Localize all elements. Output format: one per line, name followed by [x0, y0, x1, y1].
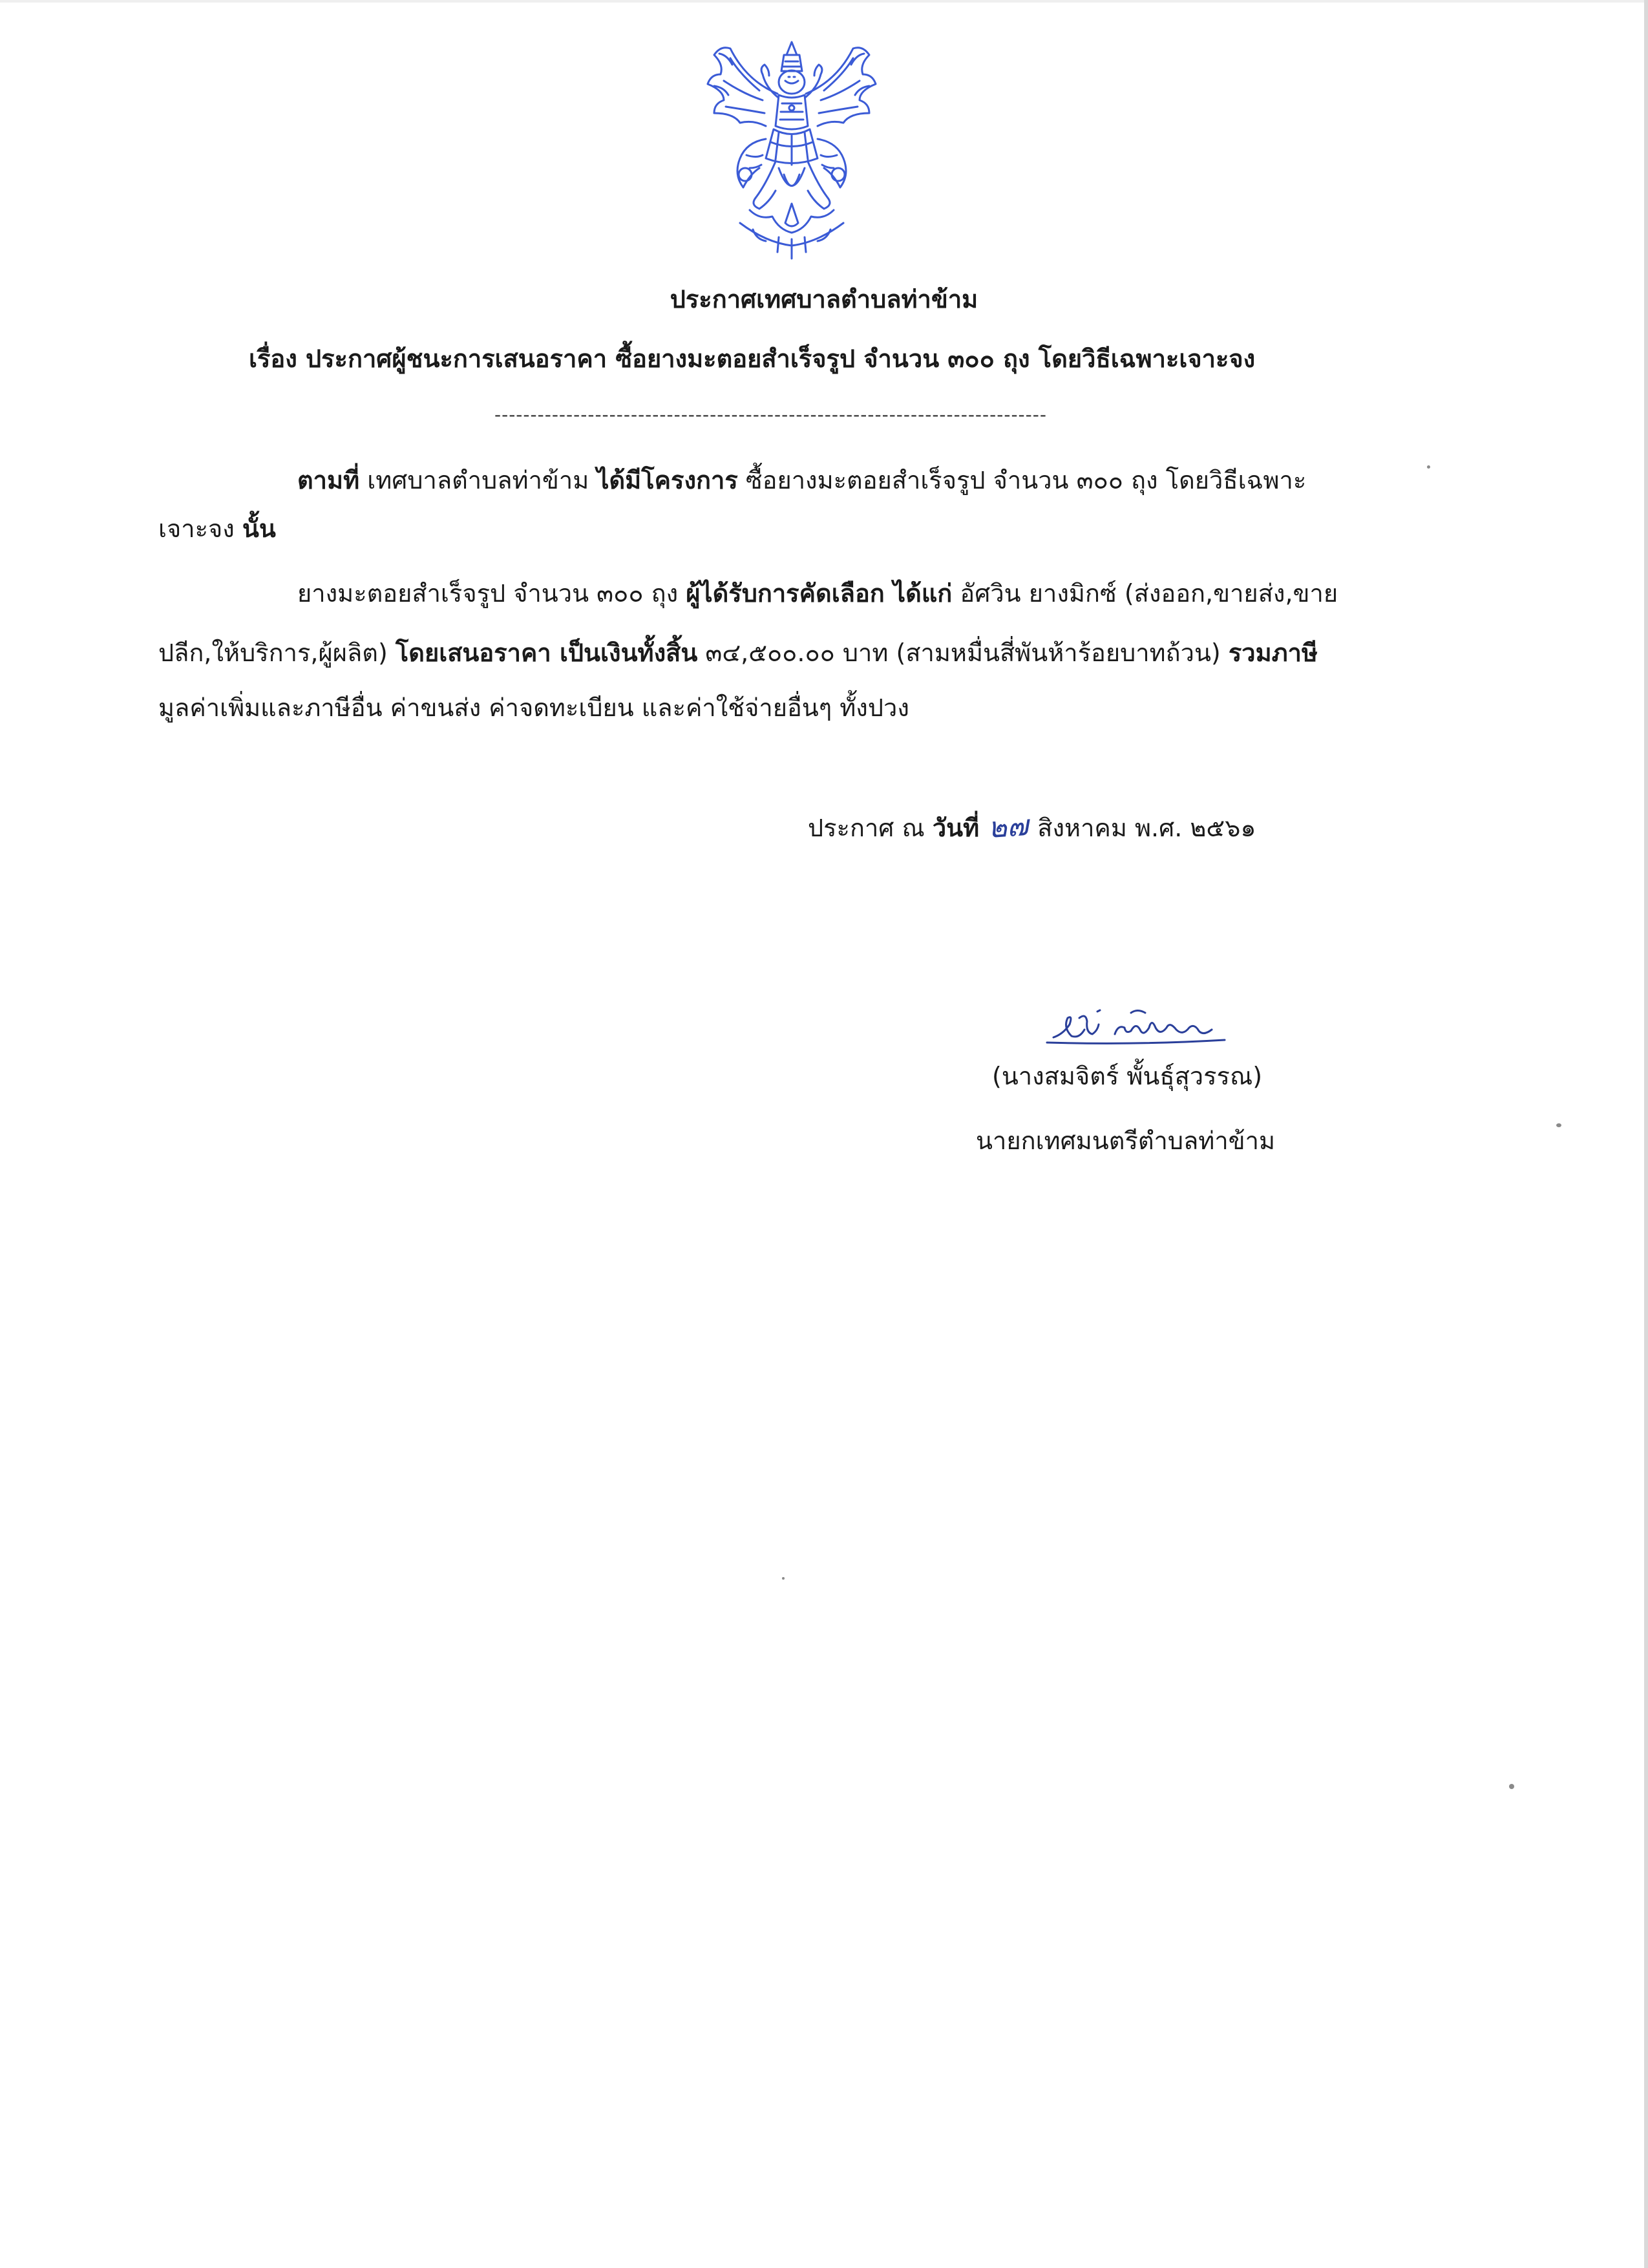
- text-bold: โดยเสนอราคา เป็นเงินทั้งสิ้น: [395, 639, 698, 667]
- text-bold: ตามที่: [297, 466, 360, 494]
- paragraph-2-line-3: มูลค่าเพิ่มและภาษีอื่น ค่าขนส่ง ค่าจดทะเบียน และค่าใช้จ่ายอื่นๆ ทั้งปวง: [158, 694, 909, 722]
- scan-speck: [1509, 1784, 1514, 1789]
- scan-speck: [1427, 465, 1430, 469]
- garuda-emblem-icon: [695, 36, 889, 265]
- announcement-subject: [249, 343, 1255, 375]
- text-bold: ได้มีโครงการ: [597, 466, 738, 494]
- text: ยางมะตอยสำเร็จรูป จำนวน ๓๐๐ ถุง: [297, 579, 686, 608]
- separator-line: -----------------------------------------------------------------------------: [494, 404, 1047, 425]
- text: ๓๔,๕๐๐.๐๐ บาท (สามหมื่นสี่พันห้าร้อยบาทถ้วน): [697, 639, 1229, 667]
- date-prefix: ประกาศ ณ: [808, 814, 933, 842]
- signatory-position: นายกเทศมนตรีตำบลท่าข้าม: [976, 1127, 1276, 1155]
- text: อัศวิน ยางมิกซ์ (ส่งออก,ขายส่ง,ขาย: [952, 579, 1338, 608]
- text: ซื้อยางมะตอยสำเร็จรูป จำนวน ๓๐๐ ถุง โดยวิธีเฉพาะ: [737, 466, 1307, 494]
- scan-speck: [782, 1577, 785, 1580]
- text: เจาะจง: [158, 514, 242, 543]
- signatory-name: (นางสมจิตร์ พั้นธุ์สุวรรณ): [992, 1062, 1263, 1090]
- scan-speck: [1556, 1123, 1561, 1127]
- announcement-title: ประกาศเทศบาลตำบลท่าข้าม: [670, 285, 978, 313]
- subject-text: ซื้อยางมะตอยสำเร็จรูป จำนวน ๓๐๐ ถุง โดยวิธีเฉพาะเจาะจง: [615, 344, 1256, 373]
- text-bold: นั้น: [242, 514, 276, 543]
- text: ปลีก,ให้บริการ,ผู้ผลิต): [158, 639, 396, 667]
- scan-edge-top: [0, 0, 1648, 3]
- paragraph-1-line-2: [158, 513, 276, 545]
- date-label: วันที่: [932, 814, 980, 842]
- signature-mark: [1041, 999, 1234, 1050]
- paragraph-2-line-1: [297, 577, 1338, 609]
- text-bold: ผู้ได้รับการคัดเลือก ได้แก่: [686, 579, 953, 608]
- paragraph-2-line-2: [158, 637, 1318, 669]
- date-month-year: สิงหาคม พ.ศ. ๒๕๖๑: [1037, 814, 1256, 842]
- scan-edge-right: [1644, 0, 1648, 2268]
- announcement-date: [808, 811, 1256, 844]
- text: เทศบาลตำบลท่าข้าม: [359, 466, 597, 494]
- paragraph-1-line-1: [297, 464, 1306, 496]
- text-bold: รวมภาษี: [1228, 639, 1318, 667]
- handwritten-day: ๒๗: [987, 809, 1030, 845]
- subject-label: เรื่อง ประกาศผู้ชนะการเสนอราคา: [249, 344, 607, 373]
